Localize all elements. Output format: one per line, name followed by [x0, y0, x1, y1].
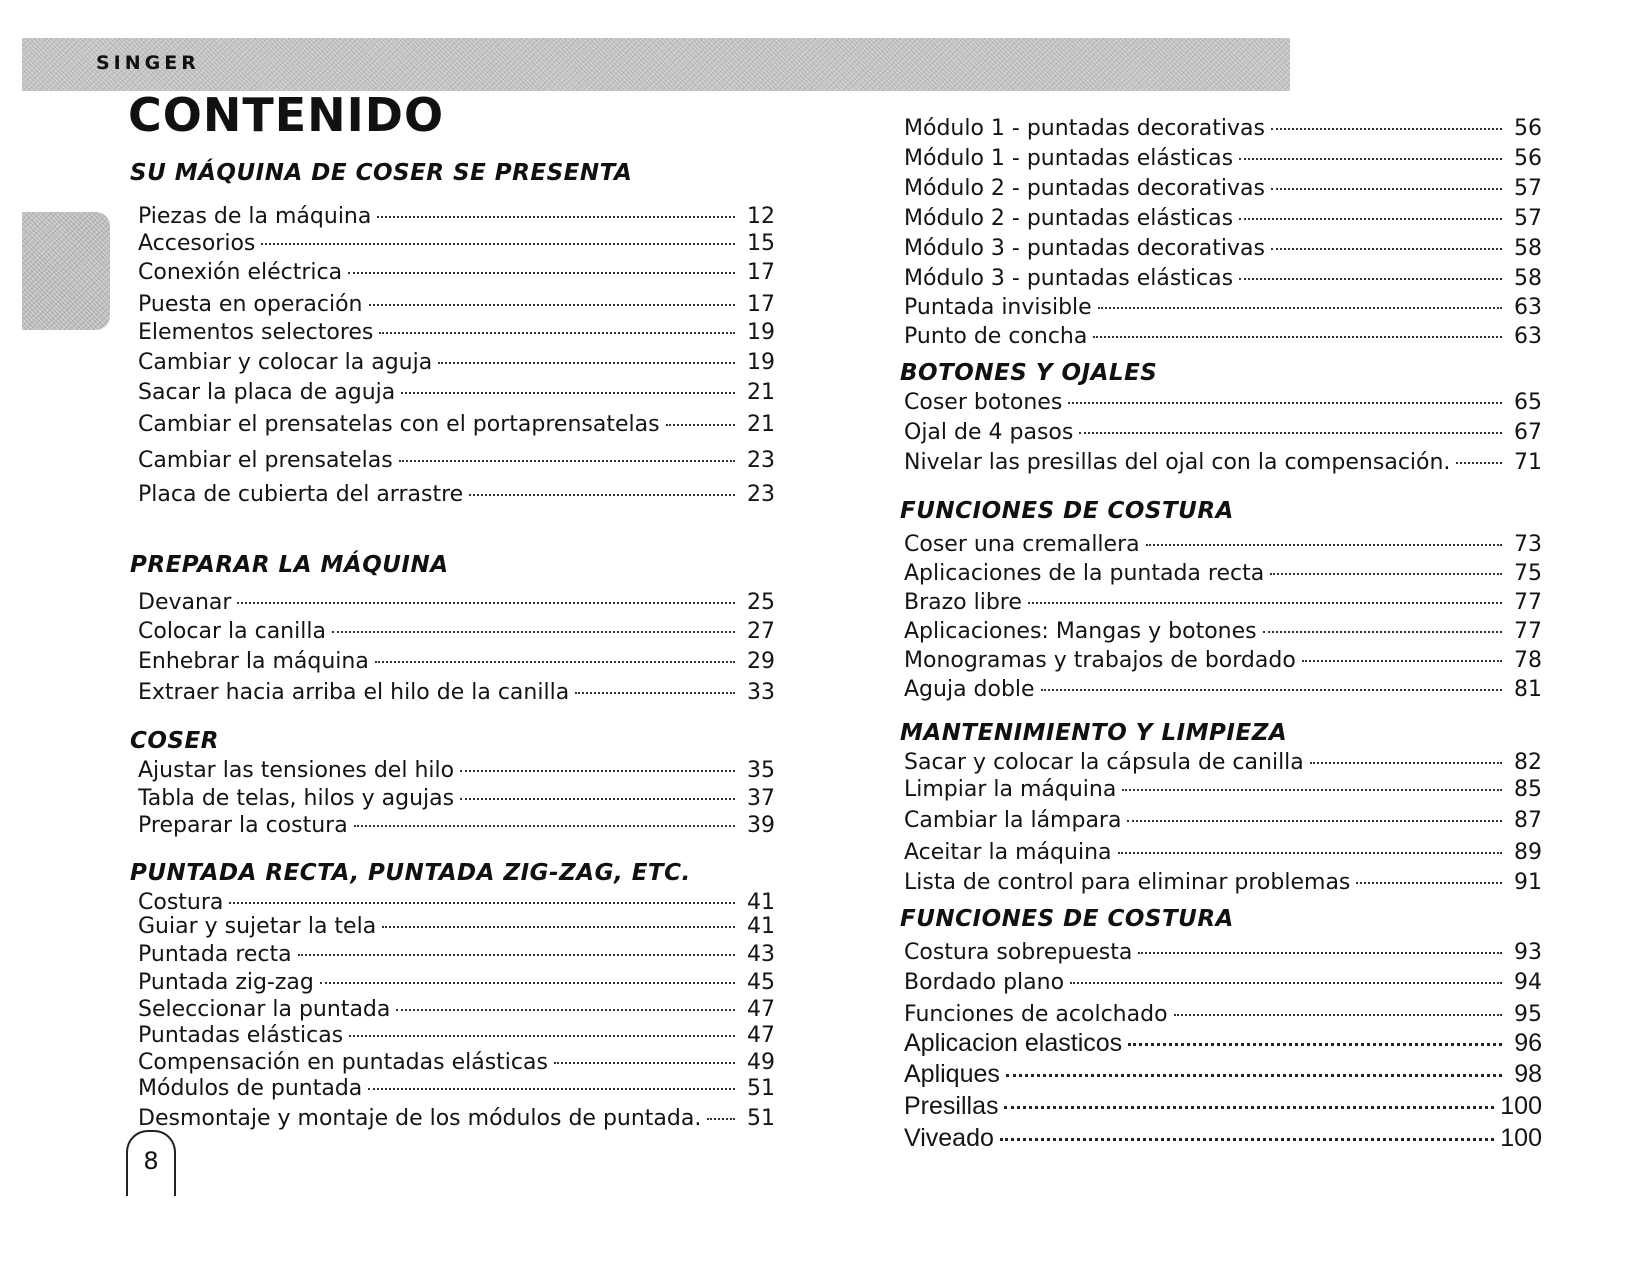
toc-entry-title: Apliques: [904, 1060, 1000, 1088]
toc-entry-page: 58: [1514, 266, 1542, 291]
dot-leader: [1122, 789, 1502, 791]
toc-entry-title: Devanar: [138, 590, 232, 615]
page-title: CONTENIDO: [128, 88, 445, 142]
dot-leader: [375, 661, 735, 663]
toc-entry-page: 57: [1514, 176, 1542, 201]
toc-entry[interactable]: [138, 1021, 775, 1051]
section-heading: BOTONES Y OJALES: [900, 360, 1158, 386]
toc-entry[interactable]: [138, 378, 775, 408]
toc-entry-page: 91: [1514, 870, 1542, 895]
dot-leader: [438, 362, 735, 364]
dot-leader: [1239, 158, 1502, 160]
toc-entry-page: 77: [1514, 590, 1542, 615]
dot-leader: [379, 332, 735, 334]
toc-entry-title: Coser botones: [904, 390, 1063, 415]
toc-entry[interactable]: [138, 480, 775, 510]
toc-entry[interactable]: [138, 410, 775, 440]
dot-leader: [1041, 689, 1502, 691]
toc-entry-title: Cambiar el prensatelas: [138, 448, 393, 473]
toc-entry[interactable]: [138, 912, 775, 942]
toc-entry-title: Presillas: [904, 1092, 999, 1120]
toc-entry-page: 41: [747, 914, 775, 939]
toc-entry-title: Módulos de puntada: [138, 1076, 363, 1101]
section-heading: SU MÁQUINA DE COSER SE PRESENTA: [130, 160, 633, 186]
toc-entry-page: 78: [1514, 648, 1542, 673]
toc-entry[interactable]: [904, 1028, 1542, 1058]
toc-entry-title: Módulo 2 - puntadas decorativas: [904, 176, 1265, 201]
toc-entry-title: Cambiar y colocar la aguja: [138, 350, 433, 375]
dot-leader: [1127, 820, 1502, 822]
toc-entry-title: Cambiar el prensatelas con el portaprensatelas: [138, 412, 660, 437]
brand-name: SINGER: [96, 52, 200, 74]
toc-entry-page: 96: [1514, 1029, 1542, 1057]
toc-entry[interactable]: [138, 940, 775, 970]
toc-entry-page: 41: [747, 890, 775, 915]
toc-entry-title: Aplicaciones de la puntada recta: [904, 561, 1265, 586]
toc-entry[interactable]: [904, 448, 1542, 478]
toc-entry-title: Funciones de acolchado: [904, 1002, 1168, 1027]
toc-entry-page: 100: [1500, 1124, 1542, 1152]
dot-leader: [1239, 278, 1502, 280]
dot-leader: [1310, 762, 1502, 764]
toc-entry-title: Piezas de la máquina: [138, 204, 372, 229]
toc-entry-title: Extraer hacia arriba el hilo de la canilla: [138, 680, 570, 705]
dot-leader: [298, 954, 735, 956]
dot-leader: [332, 631, 735, 633]
toc-entry-page: 39: [747, 813, 775, 838]
toc-entry-title: Módulo 1 - puntadas decorativas: [904, 116, 1265, 141]
dot-leader: [1263, 631, 1502, 633]
toc-entry-title: Monogramas y trabajos de bordado: [904, 648, 1296, 673]
toc-entry[interactable]: [138, 811, 775, 841]
toc-entry-page: 87: [1514, 808, 1542, 833]
dot-leader: [1456, 462, 1502, 464]
toc-entry[interactable]: [138, 348, 775, 378]
dot-leader: [1174, 1014, 1502, 1016]
dot-leader: [1079, 432, 1502, 434]
toc-entry-page: 12: [747, 204, 775, 229]
dot-leader: [460, 770, 735, 772]
toc-entry-page: 94: [1514, 970, 1542, 995]
toc-entry-page: 23: [747, 482, 775, 507]
toc-entry[interactable]: [904, 174, 1542, 204]
toc-entry[interactable]: [138, 1104, 775, 1134]
toc-entry[interactable]: [138, 318, 775, 348]
dot-leader: [377, 216, 735, 218]
dot-leader: [554, 1062, 735, 1064]
toc-entry-title: Módulo 3 - puntadas decorativas: [904, 236, 1265, 261]
toc-entry[interactable]: [138, 588, 775, 618]
toc-entry-title: Punto de concha: [904, 324, 1088, 349]
toc-entry-page: 73: [1514, 532, 1542, 557]
dot-leader: [1302, 660, 1502, 662]
toc-entry[interactable]: [904, 775, 1542, 805]
toc-entry-page: 21: [747, 412, 775, 437]
dot-leader: [1000, 1138, 1494, 1141]
toc-entry-title: Brazo libre: [904, 590, 1022, 615]
toc-entry[interactable]: [904, 1059, 1542, 1089]
toc-entry-page: 71: [1514, 450, 1542, 475]
section-heading: PUNTADA RECTA, PUNTADA ZIG-ZAG, ETC.: [130, 860, 691, 886]
toc-entry-page: 51: [747, 1076, 775, 1101]
toc-entry[interactable]: [904, 234, 1542, 264]
toc-entry-title: Desmontaje y montaje de los módulos de puntada.: [138, 1106, 702, 1131]
dot-leader: [1239, 218, 1502, 220]
toc-entry-page: 25: [747, 590, 775, 615]
toc-entry-title: Aplicacion elasticos: [904, 1029, 1123, 1057]
toc-entry-title: Sacar y colocar la cápsula de canilla: [904, 750, 1304, 775]
toc-entry-page: 100: [1500, 1092, 1542, 1120]
toc-entry-page: 27: [747, 619, 775, 644]
toc-entry[interactable]: [904, 868, 1542, 898]
toc-entry[interactable]: [904, 530, 1542, 560]
toc-entry-page: 75: [1514, 561, 1542, 586]
toc-entry[interactable]: [904, 838, 1542, 868]
toc-entry[interactable]: [138, 784, 775, 814]
toc-entry-page: 51: [747, 1106, 775, 1131]
dot-leader: [1118, 852, 1503, 854]
toc-entry-title: Colocar la canilla: [138, 619, 326, 644]
toc-entry-title: Costura: [138, 890, 224, 915]
toc-entry-page: 17: [747, 260, 775, 285]
dot-leader: [666, 424, 735, 426]
dot-leader: [1070, 982, 1502, 984]
toc-entry[interactable]: [138, 678, 775, 708]
dot-leader: [1271, 248, 1502, 250]
toc-entry-page: 15: [747, 231, 775, 256]
toc-entry[interactable]: [904, 617, 1542, 647]
toc-entry[interactable]: [904, 1091, 1542, 1121]
toc-entry-page: 93: [1514, 940, 1542, 965]
toc-entry[interactable]: [904, 388, 1542, 418]
toc-entry-title: Viveado: [904, 1124, 994, 1152]
toc-entry-title: Puesta en operación: [138, 292, 363, 317]
toc-entry-page: 81: [1514, 677, 1542, 702]
toc-entry-title: Puntada zig-zag: [138, 970, 314, 995]
section-heading: FUNCIONES DE COSTURA: [900, 498, 1234, 524]
toc-entry-title: Compensación en puntadas elásticas: [138, 1050, 548, 1075]
toc-entry-title: Cambiar la lámpara: [904, 808, 1122, 833]
toc-entry-title: Tabla de telas, hilos y agujas: [138, 786, 455, 811]
toc-entry-title: Ojal de 4 pasos: [904, 420, 1074, 445]
dot-leader: [1006, 1074, 1502, 1077]
toc-entry[interactable]: [904, 144, 1542, 174]
toc-entry[interactable]: [904, 264, 1542, 294]
dot-leader: [1068, 402, 1502, 404]
toc-entry-title: Enhebrar la máquina: [138, 649, 369, 674]
dot-leader: [382, 926, 735, 928]
toc-entry[interactable]: [904, 588, 1542, 618]
dot-leader: [1271, 188, 1502, 190]
dot-leader: [1128, 1043, 1502, 1046]
toc-entry-title: Puntada recta: [138, 942, 292, 967]
toc-entry-page: 56: [1514, 116, 1542, 141]
toc-entry[interactable]: [904, 559, 1542, 589]
dot-leader: [1093, 336, 1502, 338]
dot-leader: [1270, 573, 1502, 575]
toc-entry[interactable]: [904, 1000, 1542, 1030]
toc-entry[interactable]: [904, 748, 1542, 778]
toc-entry-page: 37: [747, 786, 775, 811]
toc-entry-page: 19: [747, 350, 775, 375]
toc-entry-page: 43: [747, 942, 775, 967]
toc-entry-title: Accesorios: [138, 231, 256, 256]
toc-entry-title: Sacar la placa de aguja: [138, 380, 396, 405]
dot-leader: [320, 982, 735, 984]
toc-entry-page: 89: [1514, 840, 1542, 865]
toc-entry[interactable]: [904, 1123, 1542, 1153]
dot-leader: [399, 460, 735, 462]
toc-entry-title: Preparar la costura: [138, 813, 348, 838]
toc-entry-title: Puntadas elásticas: [138, 1023, 344, 1048]
toc-entry-page: 58: [1514, 236, 1542, 261]
section-heading: MANTENIMIENTO Y LIMPIEZA: [900, 720, 1288, 746]
toc-entry-page: 56: [1514, 146, 1542, 171]
toc-entry-title: Ajustar las tensiones del hilo: [138, 758, 455, 783]
toc-entry-title: Aceitar la máquina: [904, 840, 1112, 865]
toc-entry-title: Conexión eléctrica: [138, 260, 343, 285]
toc-entry-title: Seleccionar la puntada: [138, 997, 391, 1022]
dot-leader: [349, 1035, 735, 1037]
toc-entry-page: 63: [1514, 295, 1542, 320]
toc-entry-page: 47: [747, 1023, 775, 1048]
toc-entry-title: Módulo 3 - puntadas elásticas: [904, 266, 1234, 291]
toc-entry-title: Bordado plano: [904, 970, 1065, 995]
dot-leader: [1138, 952, 1502, 954]
toc-entry[interactable]: [904, 806, 1542, 836]
toc-entry[interactable]: [138, 202, 775, 232]
side-tab-decoration: [22, 212, 110, 330]
dot-leader: [396, 1009, 735, 1011]
toc-entry-page: 35: [747, 758, 775, 783]
toc-entry-title: Placa de cubierta del arrastre: [138, 482, 464, 507]
toc-entry[interactable]: [904, 204, 1542, 234]
toc-entry-page: 63: [1514, 324, 1542, 349]
toc-entry-title: Aguja doble: [904, 677, 1035, 702]
toc-entry[interactable]: [904, 293, 1542, 323]
section-heading: PREPARAR LA MÁQUINA: [130, 552, 449, 578]
toc-entry-title: Elementos selectores: [138, 320, 374, 345]
toc-entry[interactable]: [138, 446, 775, 476]
toc-entry[interactable]: [904, 938, 1542, 968]
section-heading: FUNCIONES DE COSTURA: [900, 906, 1234, 932]
toc-entry-title: Aplicaciones: Mangas y botones: [904, 619, 1257, 644]
toc-entry-title: Guiar y sujetar la tela: [138, 914, 377, 939]
dot-leader: [1271, 128, 1502, 130]
dot-leader: [469, 494, 735, 496]
toc-entry[interactable]: [904, 675, 1542, 705]
toc-entry-title: Coser una cremallera: [904, 532, 1140, 557]
page-number: 8: [126, 1130, 176, 1196]
toc-entry-page: 95: [1514, 1002, 1542, 1027]
toc-entry-page: 82: [1514, 750, 1542, 775]
toc-entry[interactable]: [904, 322, 1542, 352]
toc-entry-title: Lista de control para eliminar problemas: [904, 870, 1351, 895]
toc-entry[interactable]: [138, 647, 775, 677]
toc-entry-title: Puntada invisible: [904, 295, 1092, 320]
toc-entry[interactable]: [138, 229, 775, 259]
toc-entry[interactable]: [138, 756, 775, 786]
dot-leader: [460, 798, 735, 800]
dot-leader: [1146, 544, 1502, 546]
toc-entry-title: Limpiar la máquina: [904, 777, 1117, 802]
dot-leader: [229, 902, 735, 904]
dot-leader: [707, 1118, 735, 1120]
toc-entry-title: Módulo 1 - puntadas elásticas: [904, 146, 1234, 171]
dot-leader: [1028, 602, 1502, 604]
dot-leader: [354, 825, 735, 827]
toc-entry-page: 47: [747, 997, 775, 1022]
toc-entry-page: 85: [1514, 777, 1542, 802]
toc-entry-title: Costura sobrepuesta: [904, 940, 1133, 965]
dot-leader: [237, 602, 735, 604]
toc-entry[interactable]: [904, 418, 1542, 448]
toc-entry-page: 29: [747, 649, 775, 674]
dot-leader: [1004, 1106, 1494, 1109]
toc-entry-page: 65: [1514, 390, 1542, 415]
toc-entry-page: 23: [747, 448, 775, 473]
toc-entry-page: 67: [1514, 420, 1542, 445]
toc-entry[interactable]: [138, 290, 775, 320]
dot-leader: [1356, 882, 1502, 884]
toc-entry[interactable]: [138, 617, 775, 647]
dot-leader: [401, 392, 735, 394]
toc-entry-page: 77: [1514, 619, 1542, 644]
toc-entry[interactable]: [138, 258, 775, 288]
toc-entry[interactable]: [904, 968, 1542, 998]
toc-entry[interactable]: [904, 646, 1542, 676]
toc-entry-page: 19: [747, 320, 775, 345]
toc-entry-page: 49: [747, 1050, 775, 1075]
dot-leader: [368, 1088, 735, 1090]
toc-entry[interactable]: [138, 1074, 775, 1104]
toc-entry-page: 17: [747, 292, 775, 317]
dot-leader: [261, 243, 735, 245]
toc-entry[interactable]: [904, 114, 1542, 144]
toc-entry-page: 98: [1514, 1060, 1542, 1088]
toc-entry-page: 57: [1514, 206, 1542, 231]
toc-entry-page: 33: [747, 680, 775, 705]
dot-leader: [369, 304, 736, 306]
dot-leader: [1098, 307, 1502, 309]
toc-entry-title: Módulo 2 - puntadas elásticas: [904, 206, 1234, 231]
header-band: [22, 38, 1290, 91]
toc-entry-page: 21: [747, 380, 775, 405]
toc-entry-title: Nivelar las presillas del ojal con la compensación.: [904, 450, 1451, 475]
dot-leader: [575, 692, 735, 694]
section-heading: COSER: [130, 728, 219, 754]
toc-entry[interactable]: [138, 968, 775, 998]
toc-entry-page: 45: [747, 970, 775, 995]
dot-leader: [348, 272, 735, 274]
